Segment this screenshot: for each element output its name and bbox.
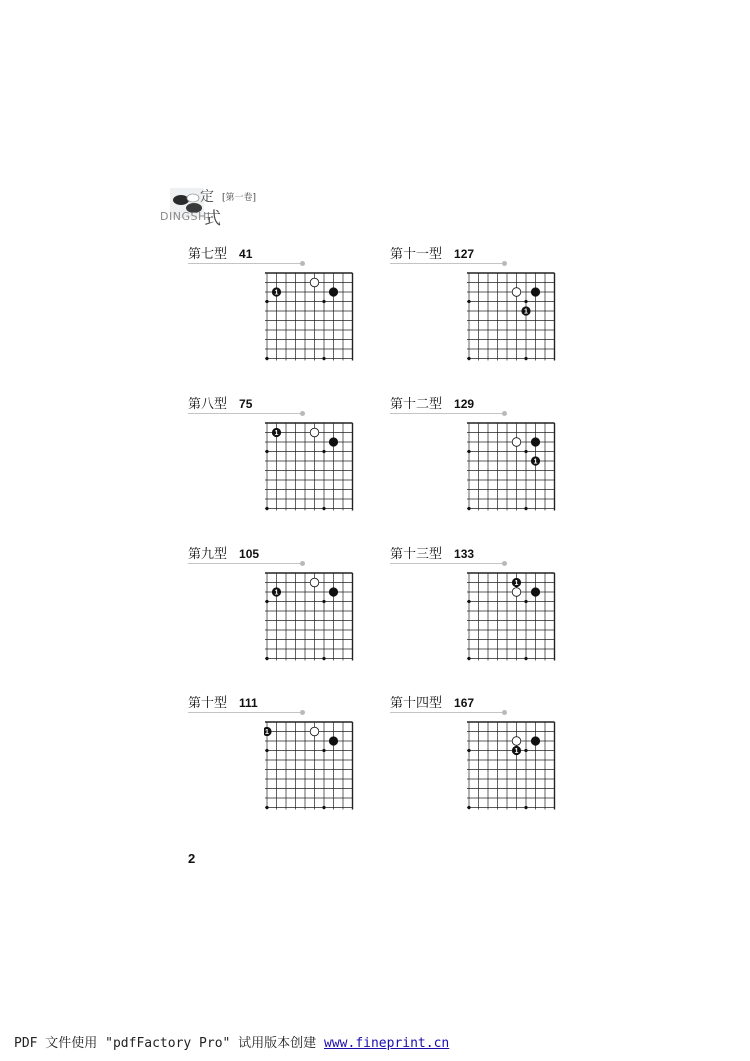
black-stone [329,588,338,597]
black-stone [329,438,338,447]
star-point [467,749,470,752]
star-point [467,507,470,510]
star-point [467,300,470,303]
entry-title [390,692,475,711]
star-point [322,507,325,510]
star-point [265,657,268,660]
star-point [524,806,527,809]
go-board-diagram [466,570,564,664]
star-point [265,357,268,360]
entry-title [188,393,253,412]
go-board-diagram [264,719,362,813]
white-stone [310,727,319,736]
move-number-label: 1 [524,308,528,316]
board-grid [467,573,555,661]
go-board-diagram [466,719,564,813]
entry-title [390,243,475,262]
entry-title [188,243,253,262]
star-point [265,507,268,510]
entry-title [188,543,260,562]
black-stone [531,737,540,746]
star-point [524,749,527,752]
joseki-entry [188,393,378,533]
entry-page-number: 105 [239,547,260,561]
title-rule [390,413,504,414]
board-grid [265,573,353,661]
move-number-label: 1 [533,458,538,466]
white-stone [512,438,521,447]
joseki-entry [188,692,378,832]
joseki-entry [188,243,378,383]
star-point [467,806,470,809]
title-rule [188,263,302,264]
joseki-entry [188,543,378,683]
joseki-entry [390,692,580,832]
star-point [524,507,527,510]
entry-page-number: 75 [239,397,253,411]
entry-name: 第八型 [188,397,228,412]
book-series-logo [160,186,290,232]
star-point [524,600,527,603]
entry-page-number: 111 [239,696,258,710]
star-point [322,749,325,752]
rule-dot [300,411,305,416]
pdf-footer [14,1032,449,1051]
entry-name: 第十二型 [390,397,443,412]
star-point [265,600,268,603]
move-number-label: 1 [265,728,269,736]
page-number: 2 [188,851,196,866]
joseki-entry [390,543,580,683]
star-point [467,657,470,660]
rule-dot [300,710,305,715]
go-board-diagram [466,270,564,364]
joseki-entry [390,393,580,533]
entry-page-number: 167 [454,696,475,710]
logo-character-shi: 式 [204,209,221,229]
title-rule [188,563,302,564]
board-grid [265,273,353,361]
board-grid [467,273,555,361]
move-number-label: 1 [274,289,279,297]
entry-name: 第十一型 [390,247,443,262]
board-grid [467,423,555,511]
entry-title [390,393,475,412]
board-grid [265,722,353,810]
title-rule [390,263,504,264]
star-point [322,600,325,603]
joseki-entry [390,243,580,383]
board-grid [467,722,555,810]
volume-label: [第一卷] [222,193,257,203]
rule-dot [502,710,507,715]
go-board-diagram [264,420,362,514]
black-stone [531,288,540,297]
star-point [265,749,268,752]
title-rule [188,712,302,713]
entry-page-number: 41 [239,247,253,261]
star-point [524,357,527,360]
entry-page-number: 129 [454,397,475,411]
star-point [524,300,527,303]
white-stone [310,428,319,437]
star-point [322,657,325,660]
logo-latin-text: DINGSHI [160,210,211,223]
rule-dot [300,561,305,566]
black-stone [531,588,540,597]
entry-page-number: 133 [454,547,475,561]
entry-page-number: 127 [454,247,475,261]
entry-name: 第七型 [188,247,228,262]
black-stone [531,438,540,447]
star-point [322,450,325,453]
entry-title [390,543,475,562]
move-number-label: 1 [514,747,519,755]
star-point [467,357,470,360]
black-stone [329,737,338,746]
star-point [524,657,527,660]
title-rule [390,712,504,713]
star-point [467,600,470,603]
move-number-label: 1 [274,589,279,597]
star-point [467,450,470,453]
star-point [265,806,268,809]
go-board-diagram [264,570,362,664]
rule-dot [300,261,305,266]
white-stone [512,288,521,297]
star-point [265,450,268,453]
white-stone [310,578,319,587]
entry-name: 第十四型 [390,696,443,711]
entry-name: 第九型 [188,547,228,562]
star-point [265,300,268,303]
entry-title [188,692,258,711]
footer-link[interactable]: www.fineprint.cn [324,1036,450,1051]
move-number-label: 1 [274,429,279,437]
entry-name: 第十型 [188,696,228,711]
logo-character-ding: 定 [200,189,214,205]
star-point [524,450,527,453]
move-number-label: 1 [514,579,519,587]
star-point [322,300,325,303]
footer-text: PDF 文件使用 "pdfFactory Pro" 试用版本创建 [14,1036,325,1051]
star-point [322,357,325,360]
rule-dot [502,411,507,416]
star-point [322,806,325,809]
go-board-diagram [466,420,564,514]
black-stone [329,288,338,297]
white-stone [512,588,521,597]
rule-dot [502,261,507,266]
go-board-diagram [264,270,362,364]
title-rule [390,563,504,564]
white-stone [512,737,521,746]
white-stone [310,278,319,287]
rule-dot [502,561,507,566]
title-rule [188,413,302,414]
entry-name: 第十三型 [390,547,443,562]
